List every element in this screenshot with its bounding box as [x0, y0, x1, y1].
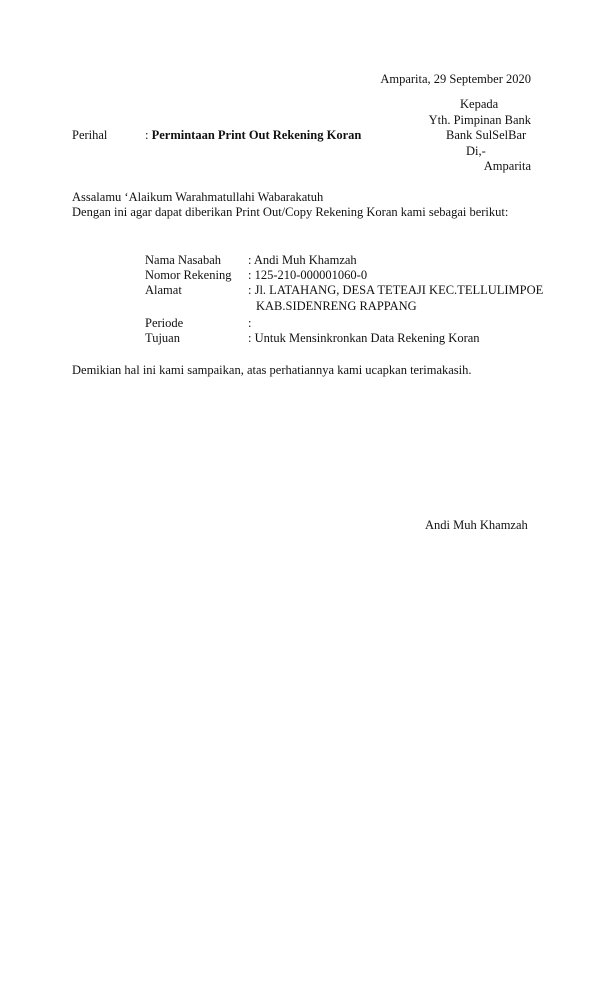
greeting: Assalamu ‘Alaikum Warahmatullahi Wabarakatuh [72, 190, 324, 204]
signature-name: Andi Muh Khamzah [425, 518, 528, 532]
subject-value: Permintaan Print Out Rekening Koran [151, 128, 362, 142]
field-label: Nomor Rekening [145, 268, 232, 282]
recipient-kepada: Kepada [460, 97, 499, 111]
subject-line [145, 128, 361, 143]
recipient-di: Di,- [466, 144, 486, 158]
intro-paragraph: Dengan ini agar dapat diberikan Print Out/Copy Rekening Koran kami sebagai berikut: [72, 205, 509, 219]
subject-label: Perihal [72, 128, 108, 142]
field-value: : Andi Muh Khamzah [248, 253, 357, 267]
letter-date: Amparita, 29 September 2020 [380, 72, 531, 86]
closing-paragraph: Demikian hal ini kami sampaikan, atas perhatiannya kami ucapkan terimakasih. [72, 363, 472, 377]
field-value: : Untuk Mensinkronkan Data Rekening Koran [248, 331, 480, 345]
field-value: : 125-210-000001060-0 [248, 268, 368, 282]
recipient-title: Yth. Pimpinan Bank [428, 113, 531, 127]
field-label: Alamat [145, 283, 182, 297]
subject-colon: : [145, 128, 152, 142]
field-value: : [248, 316, 252, 330]
field-value: KAB.SIDENRENG RAPPANG [256, 299, 417, 313]
recipient-city: Amparita [483, 159, 531, 173]
field-label: Tujuan [145, 331, 180, 345]
field-label: Periode [145, 316, 184, 330]
field-label: Nama Nasabah [145, 253, 222, 267]
field-value: : Jl. LATAHANG, DESA TETEAJI KEC.TELLULIMPOE [248, 283, 544, 297]
recipient-bank: Bank SulSelBar [446, 128, 527, 142]
